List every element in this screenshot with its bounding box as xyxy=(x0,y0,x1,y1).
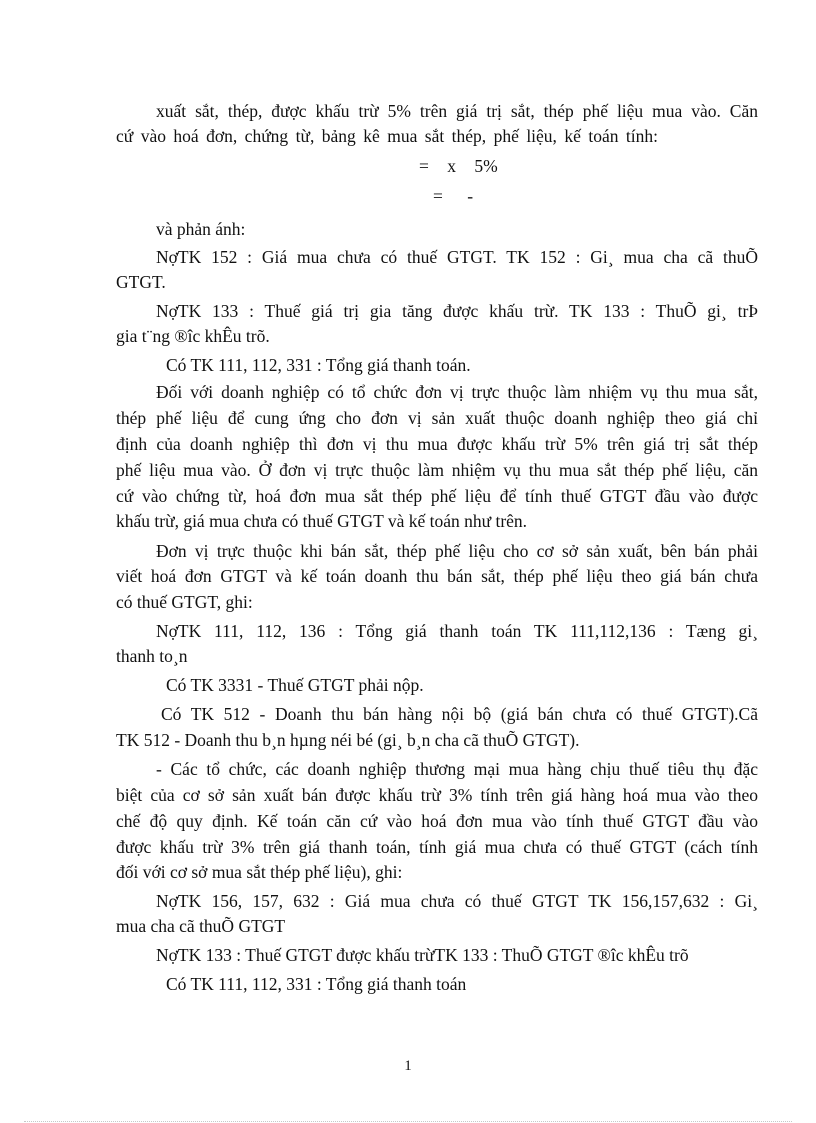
text-line: thép phế liệu để cung ứng cho đơn vị sản xuất thuộc doanh nghiệp theo giá chỉ xyxy=(116,408,758,428)
text-line: NợTK 133 : Thuế GTGT được khấu trừTK 133 : ThuÕ GTGT ®îc khÊu trõ xyxy=(156,945,689,965)
formula-line: = - xyxy=(433,186,474,206)
text-line: có thuế GTGT, ghi: xyxy=(116,592,253,612)
text-line: Đơn vị trực thuộc khi bán sắt, thép phế liệu cho cơ sở sản xuất, bên bán phải xyxy=(156,541,758,561)
text-line: cứ vào hoá đơn, chứng từ, bảng kê mua sắt thép, phế liệu, kế toán tính: xyxy=(116,126,658,146)
page-number: 1 xyxy=(404,1058,412,1074)
text-line: Đối với doanh nghiệp có tổ chức đơn vị trực thuộc làm nhiệm vụ thu mua sắt, xyxy=(156,382,758,402)
text-line: thanh to¸n xyxy=(116,646,188,666)
text-line: NợTK 133 : Thuế giá trị gia tăng được khấu trừ. TK 133 : ThuÕ gi¸ trÞ xyxy=(156,301,758,321)
formula-line: = x 5% xyxy=(419,156,498,176)
text-line: xuất sắt, thép, được khấu trừ 5% trên giá trị sắt, thép phế liệu mua vào. Căn xyxy=(156,101,758,121)
text-line: NợTK 156, 157, 632 : Giá mua chưa có thuế GTGT TK 156,157,632 : Gi¸ xyxy=(156,891,758,911)
text-line: phế liệu mua vào. Ở đơn vị trực thuộc làm nhiệm vụ thu mua sắt thép phế liệu, căn xyxy=(116,460,758,480)
text-line: Có TK 111, 112, 331 : Tổng giá thanh toán. xyxy=(166,355,471,375)
text-line: và phản ánh: xyxy=(156,219,246,239)
text-line: đối với cơ sở mua sắt thép phế liệu), ghi: xyxy=(116,862,403,882)
text-line: GTGT. xyxy=(116,272,166,292)
text-line: cứ vào chứng từ, hoá đơn mua sắt thép phế liệu để tính thuế GTGT đầu vào được xyxy=(116,486,758,506)
text-line: TK 512 - Doanh thu b¸n hµng néi bé (gi¸ b¸n cha cã thuÕ GTGT). xyxy=(116,730,580,750)
text-line: NợTK 152 : Giá mua chưa có thuế GTGT. TK 152 : Gi¸ mua cha cã thuÕ xyxy=(156,247,758,267)
text-line: Có TK 111, 112, 331 : Tổng giá thanh toán xyxy=(166,974,467,994)
text-line: viết hoá đơn GTGT và kế toán doanh thu bán sắt, thép phế liệu theo giá bán chưa xyxy=(116,566,758,586)
text-line: định của doanh nghiệp thì đơn vị thu mua được khấu trừ 5% trên giá trị sắt thép xyxy=(116,434,758,454)
text-line: NợTK 111, 112, 136 : Tổng giá thanh toán TK 111,112,136 : Tæng gi¸ xyxy=(156,621,758,641)
text-line: chế độ quy định. Kế toán căn cứ vào hoá đơn mua vào tính thuế GTGT đầu vào xyxy=(116,811,758,831)
text-line: biệt của cơ sở sản xuất bán được khấu trừ 3% tính trên giá hàng hoá mua vào theo xyxy=(116,785,758,805)
text-line: gia t¨ng ®îc khÊu trõ. xyxy=(116,326,270,346)
text-line: Có TK 3331 - Thuế GTGT phải nộp. xyxy=(166,675,424,695)
text-line: - Các tổ chức, các doanh nghiệp thương mại mua hàng chịu thuế tiêu thụ đặc xyxy=(156,759,758,779)
text-line: được khấu trừ 3% trên giá thanh toán, tính giá mua chưa có thuế GTGT (cách tính xyxy=(116,837,758,857)
text-line: khấu trừ, giá mua chưa có thuế GTGT và kế toán như trên. xyxy=(116,511,528,531)
page-bottom-divider xyxy=(24,1121,792,1122)
text-line: mua cha cã thuÕ GTGT xyxy=(116,916,286,936)
text-line: Có TK 512 - Doanh thu bán hàng nội bộ (giá bán chưa có thuế GTGT).Cã xyxy=(161,704,758,724)
